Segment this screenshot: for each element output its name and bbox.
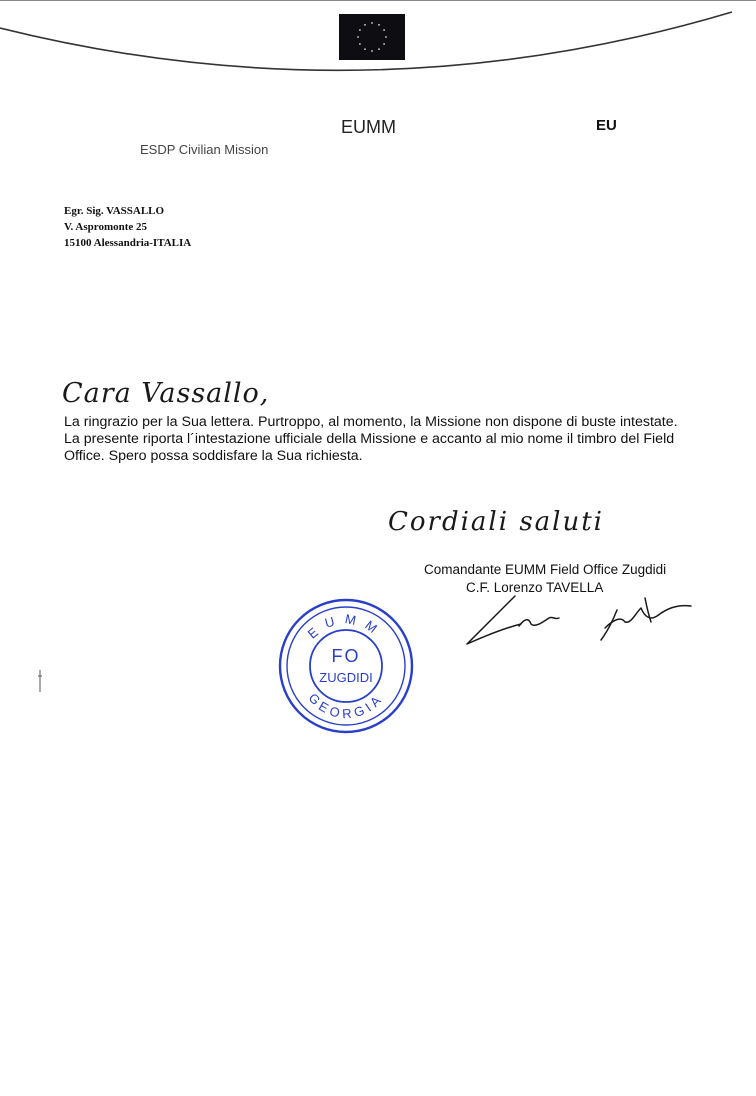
letter-paragraph-1: La ringrazio per la Sua lettera. Purtroppo, al momento, la Missione non dispone di buste intestate.: [64, 414, 678, 430]
stamp-center-line-2: ZUGDIDI: [319, 670, 373, 685]
recipient-line-2: V. Aspromonte 25: [64, 221, 148, 233]
recipient-line-1: Egr. Sig. VASSALLO: [64, 205, 165, 217]
handwritten-signature: [455, 588, 715, 658]
eu-flag-icon: [339, 14, 405, 60]
signatory-name: C.F. Lorenzo TAVELLA: [466, 580, 604, 595]
handwritten-greeting: Cara Vassallo,: [62, 378, 270, 409]
letter-body: [64, 414, 714, 465]
stamp-center-line-1: FO: [331, 646, 361, 666]
signatory-role: Comandante EUMM Field Office Zugdidi: [424, 562, 667, 577]
mission-name: EUMM: [341, 117, 396, 137]
recipient-line-3: 15100 Alessandria-ITALIA: [64, 237, 192, 249]
letter-paragraph-2: La presente riporta l´intestazione ufficiale della Missione e accanto al mio nome il timbro del Field Office. Spero possa soddisfare la Sua richiesta.: [64, 431, 675, 464]
mission-tag: EU: [596, 117, 617, 134]
mission-subtitle: ESDP Civilian Mission: [140, 142, 269, 157]
official-stamp: [276, 596, 416, 736]
stamp-top-text: EUMM: [304, 611, 388, 642]
stamp-bottom-text: GEORGIA: [305, 690, 387, 722]
recipient-address: [64, 203, 191, 251]
margin-mark: [36, 668, 44, 694]
handwritten-closing: Cordiali saluti: [388, 507, 604, 537]
